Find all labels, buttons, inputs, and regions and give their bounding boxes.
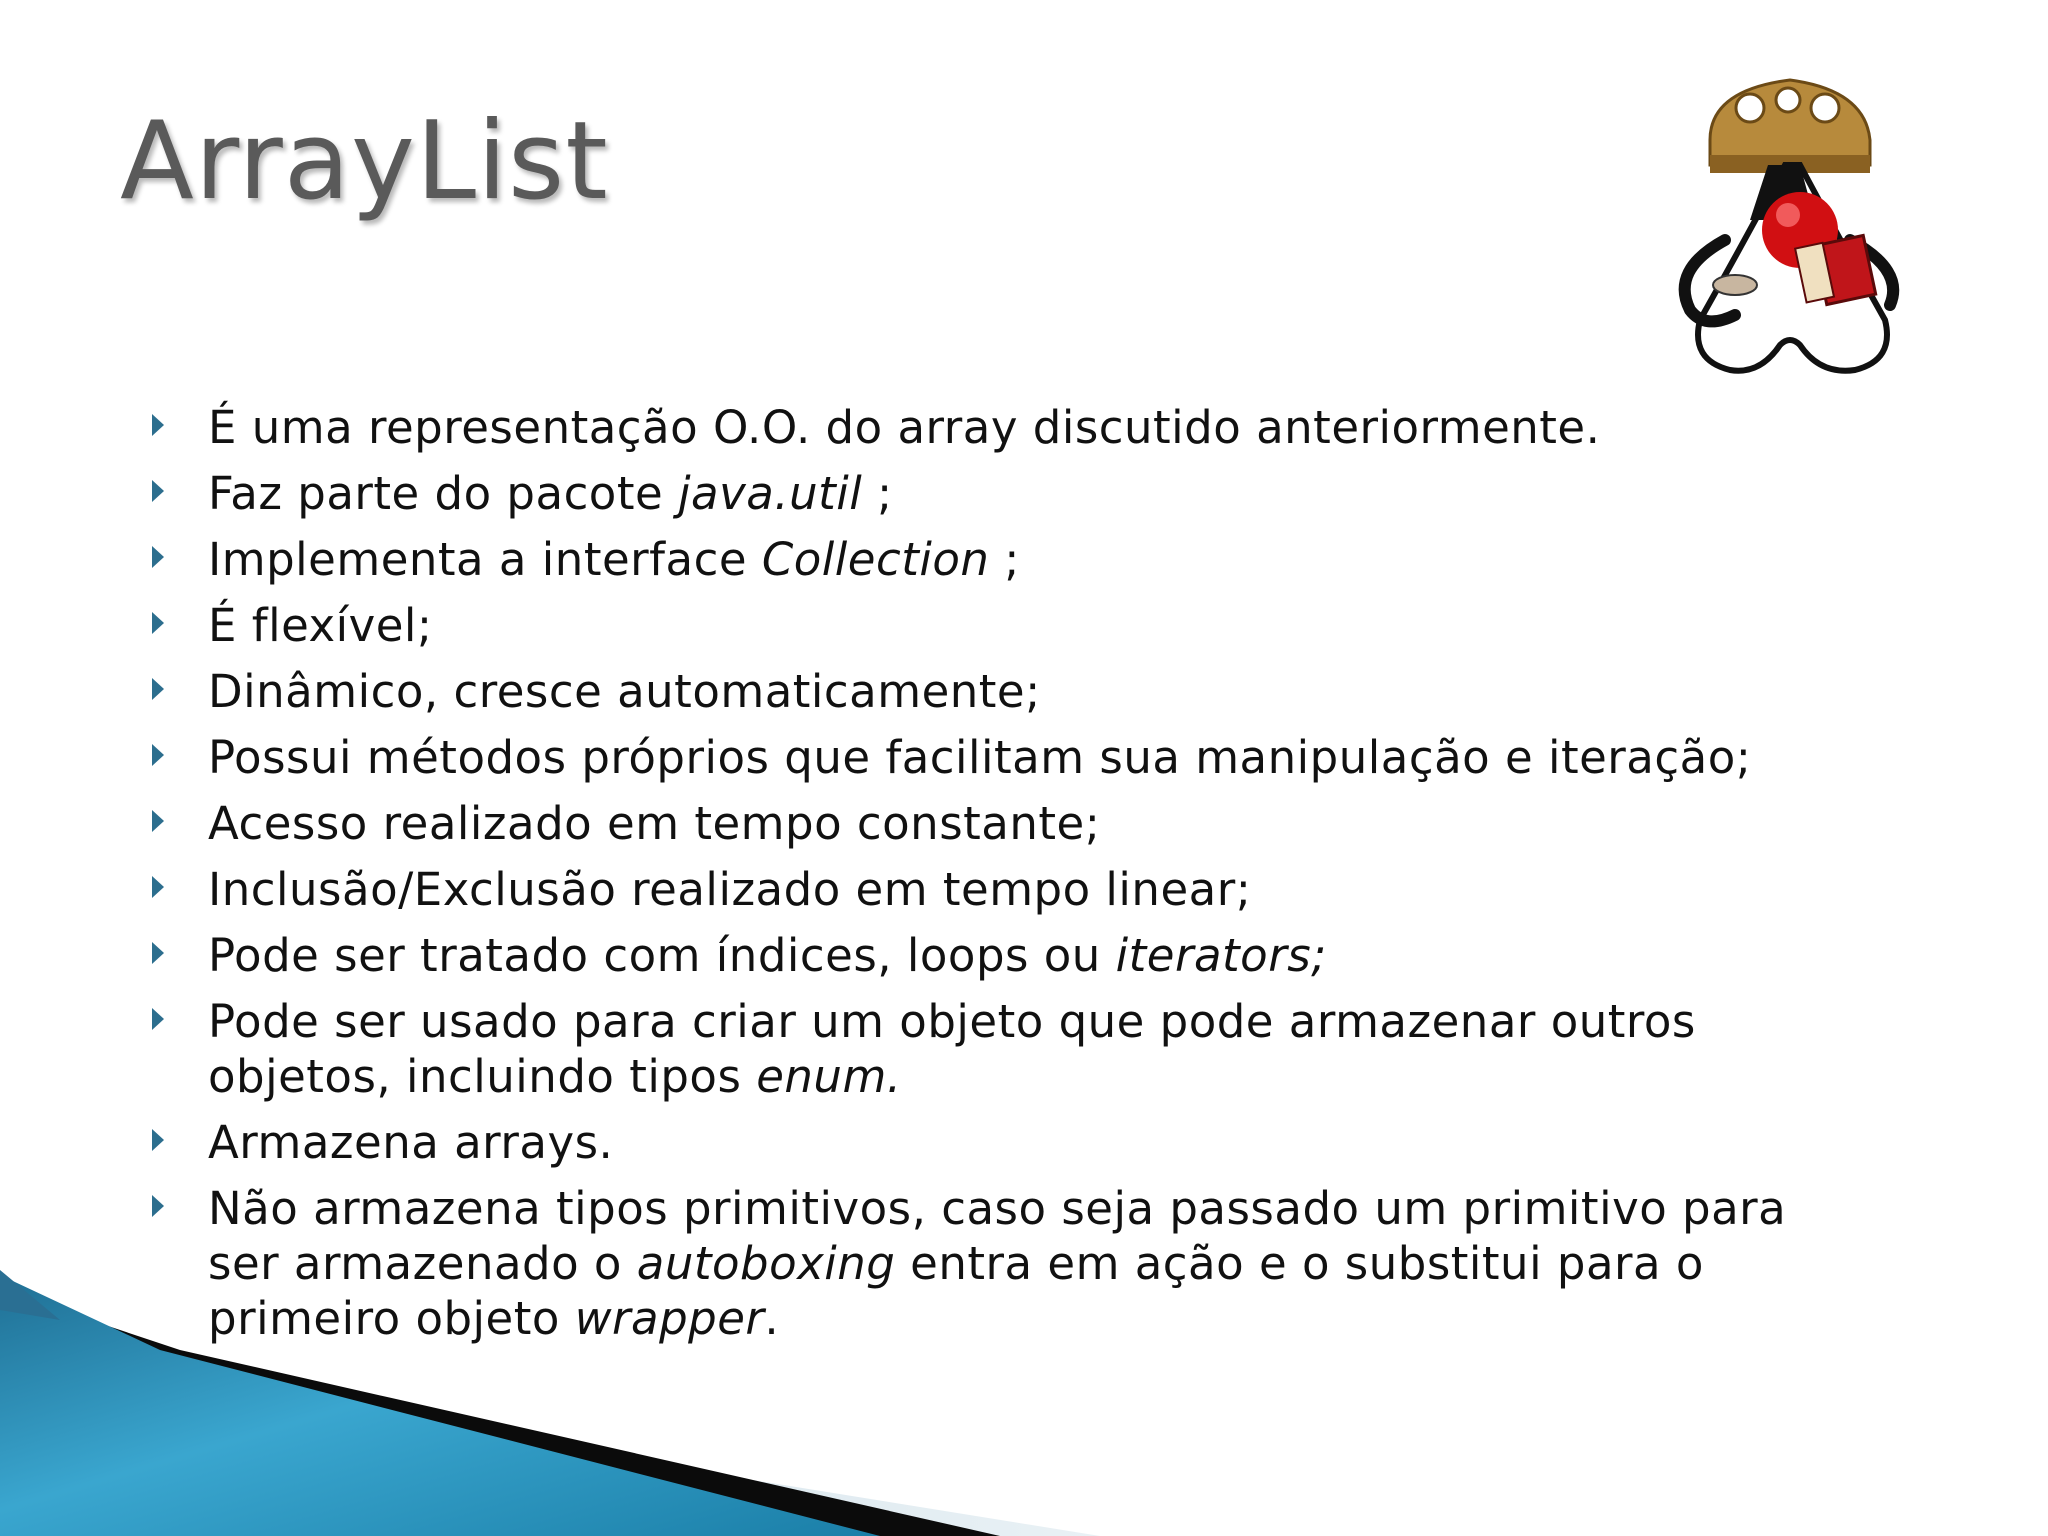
- bullet-item: [140, 598, 1870, 653]
- slide-title: ArrayList: [120, 99, 609, 224]
- bullet-text: Pode ser tratado com índices, loops ou: [208, 929, 1116, 982]
- bullet-text: É flexível;: [208, 599, 433, 652]
- bullet-item: [140, 1115, 1870, 1170]
- triangle-bullet-icon: [152, 1195, 164, 1217]
- bullet-item: [140, 532, 1870, 587]
- bullet-text: Collection: [761, 533, 990, 586]
- bullet-item: [140, 994, 1870, 1104]
- bullet-item: [140, 466, 1870, 521]
- bullet-text: wrapper: [574, 1292, 765, 1345]
- triangle-bullet-icon: [152, 546, 164, 568]
- bullet-text: ;: [862, 467, 893, 520]
- bullet-text: java.util: [677, 467, 863, 520]
- bullet-text: enum.: [756, 1050, 902, 1103]
- duke-java-mascot-icon: [1650, 70, 1940, 390]
- bullet-item: [140, 400, 1870, 455]
- bullet-text: autoboxing: [636, 1237, 896, 1290]
- triangle-bullet-icon: [152, 612, 164, 634]
- bullet-item: [140, 796, 1870, 851]
- triangle-bullet-icon: [152, 678, 164, 700]
- bullet-item: [140, 862, 1870, 917]
- bullet-item: [140, 928, 1870, 983]
- bullet-text: Faz parte do pacote: [208, 467, 678, 520]
- triangle-bullet-icon: [152, 414, 164, 436]
- bullet-text: iterators;: [1115, 929, 1327, 982]
- triangle-bullet-icon: [152, 744, 164, 766]
- bullet-text: Não armazena tipos primitivos, caso seja passado um primitivo para ser armazenado o: [208, 1182, 1787, 1290]
- bullet-text: entra em ação e o substitui para o primeiro objeto: [208, 1237, 1704, 1345]
- bullet-text: É uma representação O.O. do array discutido anteriormente.: [208, 401, 1601, 454]
- bullet-item: [140, 664, 1870, 719]
- bullet-text: Implementa a interface: [208, 533, 762, 586]
- bullet-text: Possui métodos próprios que facilitam sua manipulação e iteração;: [208, 731, 1752, 784]
- bullet-list: [140, 400, 1870, 1346]
- bullet-text: ;: [989, 533, 1020, 586]
- triangle-bullet-icon: [152, 942, 164, 964]
- bullet-item: [140, 730, 1870, 785]
- bullet-text: Acesso realizado em tempo constante;: [208, 797, 1101, 850]
- triangle-bullet-icon: [152, 1008, 164, 1030]
- bullet-text: Armazena arrays.: [208, 1116, 614, 1169]
- bullet-content: [140, 400, 1870, 1357]
- bullet-text: Dinâmico, cresce automaticamente;: [208, 665, 1041, 718]
- bullet-item: [140, 1181, 1870, 1346]
- triangle-bullet-icon: [152, 480, 164, 502]
- triangle-bullet-icon: [152, 876, 164, 898]
- bullet-text: Pode ser usado para criar um objeto que pode armazenar outros objetos, incluindo tipos: [208, 995, 1696, 1103]
- triangle-bullet-icon: [152, 1129, 164, 1151]
- bullet-text: .: [764, 1292, 780, 1345]
- bullet-text: Inclusão/Exclusão realizado em tempo linear;: [208, 863, 1252, 916]
- triangle-bullet-icon: [152, 810, 164, 832]
